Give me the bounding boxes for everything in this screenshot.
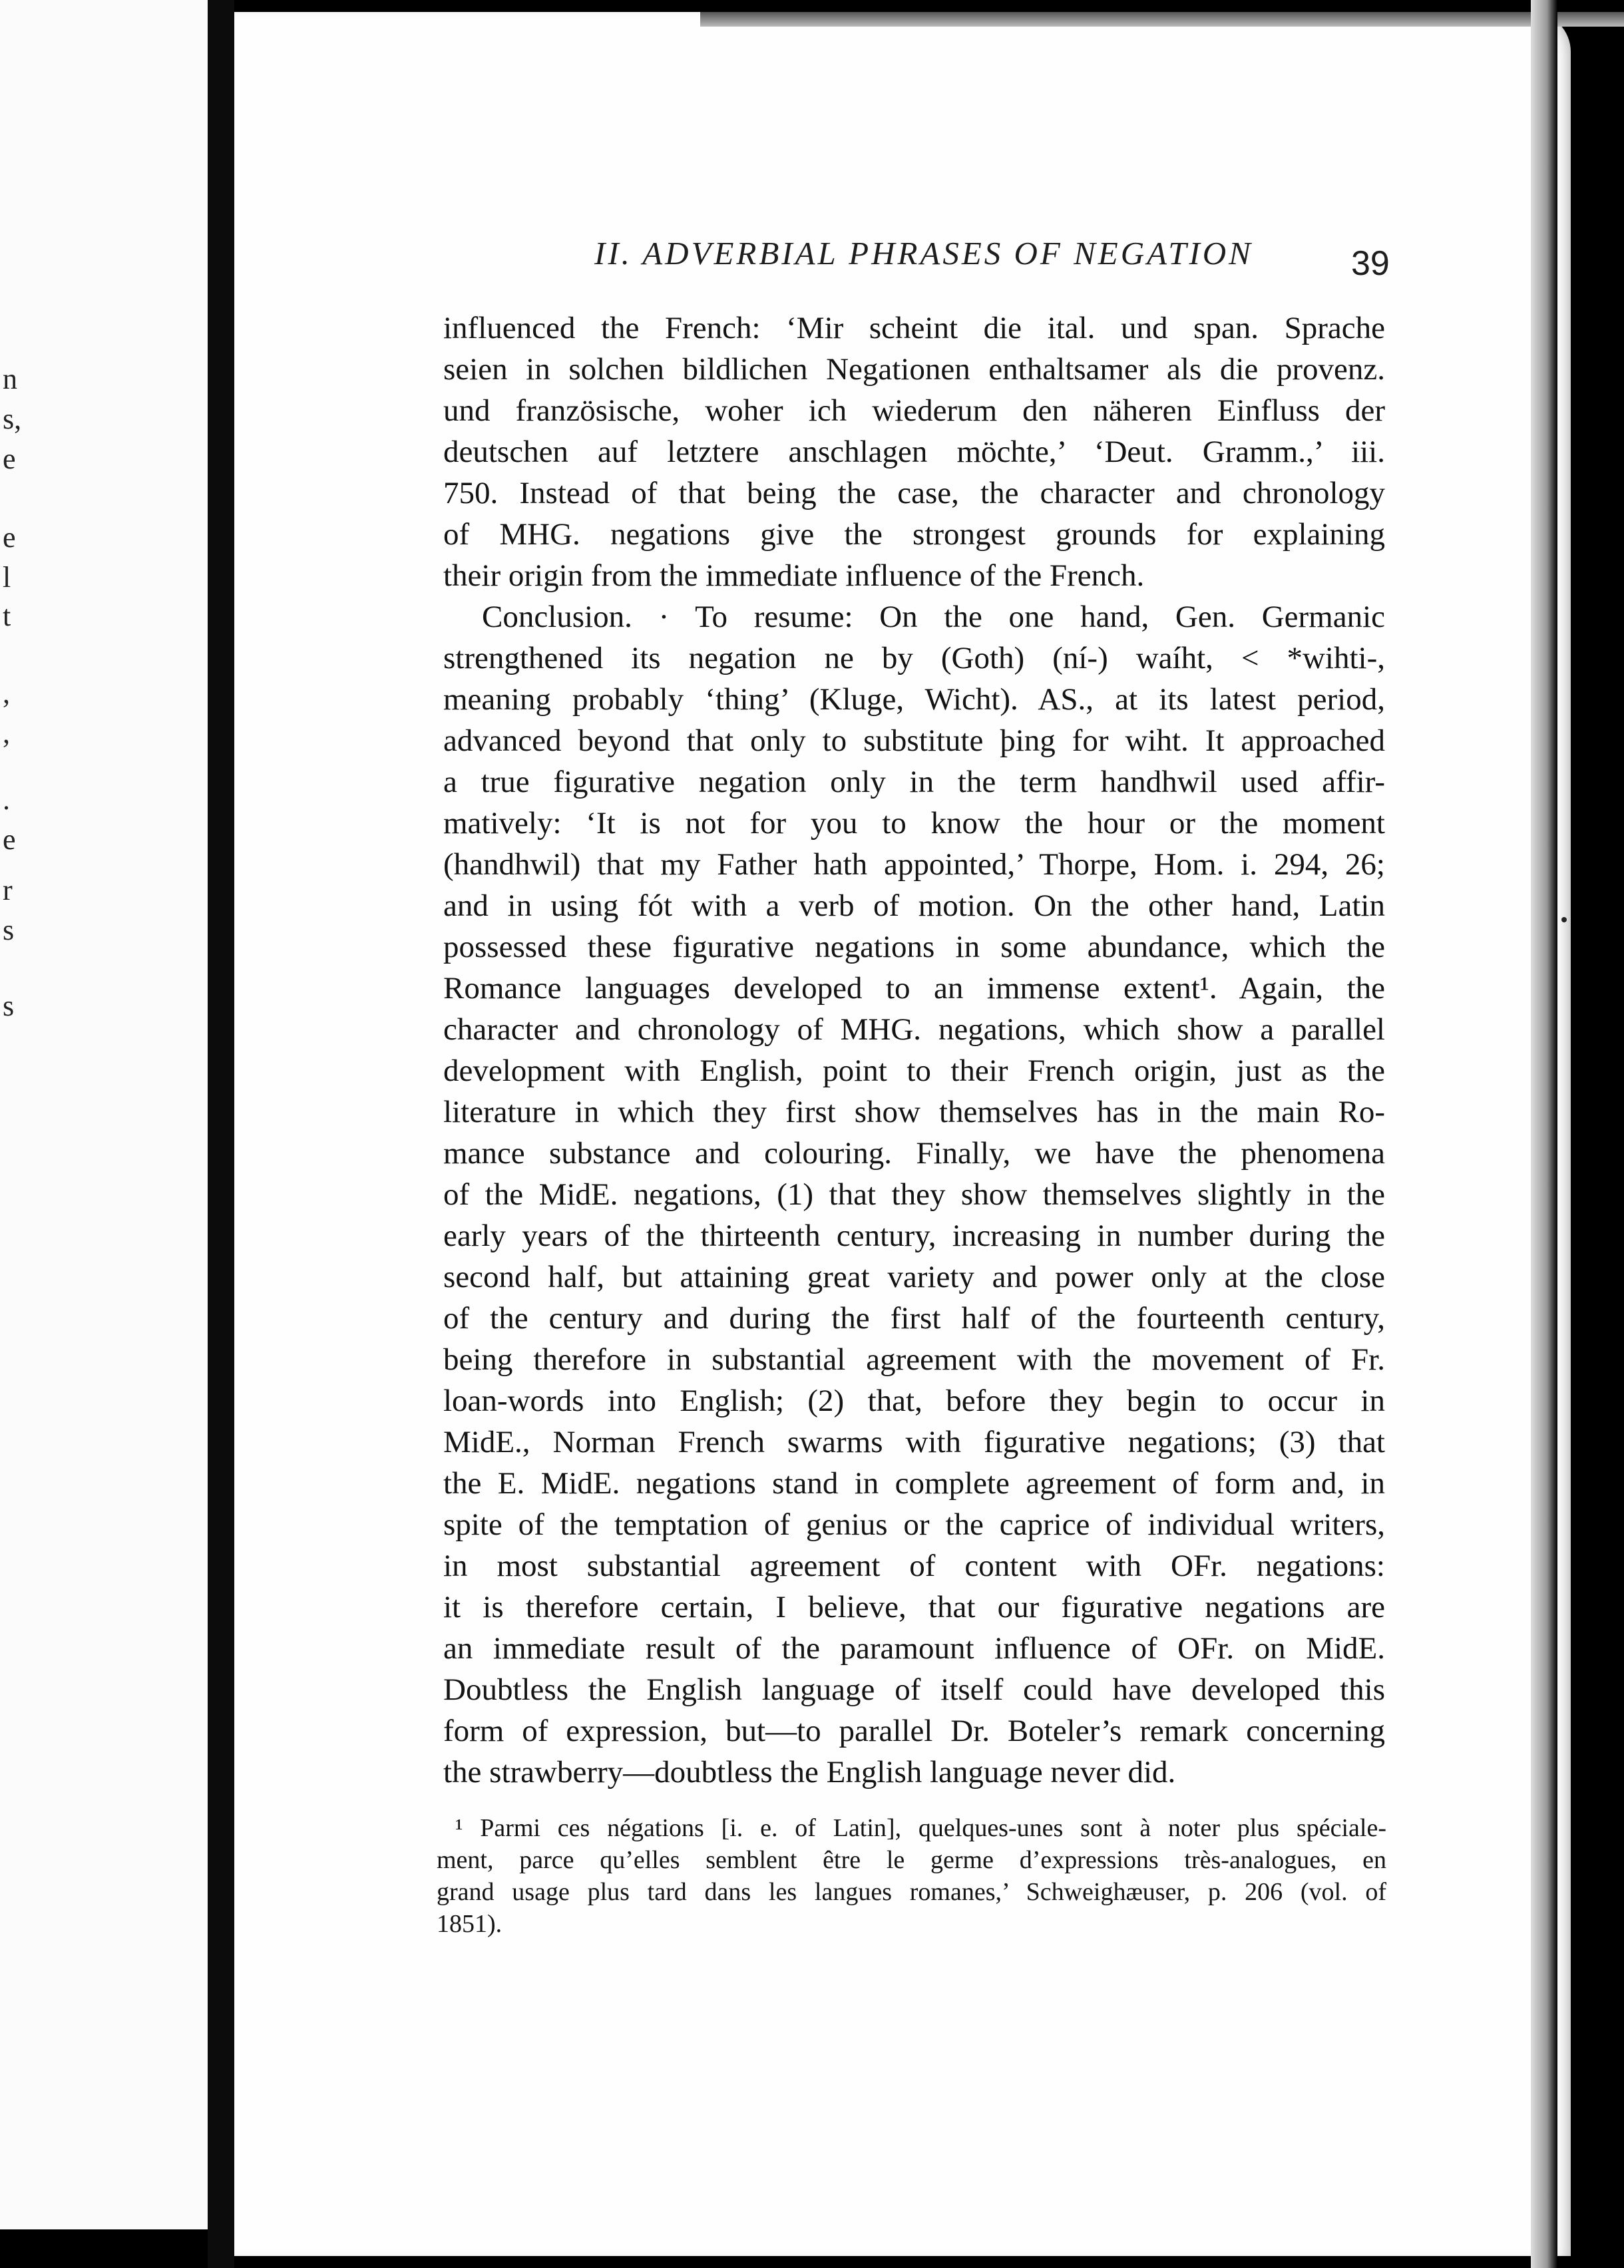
text-line: in most substantial agreement of content with OFr. negations: — [443, 1549, 1385, 1583]
text-line: strengthened its negation ne by (Goth) (ní-) waíht, < *wihti-, — [443, 641, 1385, 675]
text-line: influenced the French: ‘Mir scheint die ital. und span. Sprache — [443, 311, 1385, 345]
text-line: development with English, point to their French origin, just as the — [443, 1053, 1385, 1088]
text-line: MidE., Norman French swarms with figurative negations; (3) that — [443, 1425, 1385, 1459]
text-line: their origin from the immediate influence of the French. — [443, 558, 1145, 593]
page-number: 39 — [1351, 244, 1390, 283]
footnote-line: ¹ Parmi ces négations [i. e. of Latin], quelques-unes sont à noter plus spéciale- — [455, 1814, 1386, 1842]
footnote-line: 1851). — [437, 1910, 503, 1938]
margin-fragment: e — [3, 443, 16, 475]
text-line: Romance languages developed to an immense extent¹. Again, the — [443, 971, 1385, 1006]
page-top-edge — [700, 12, 1624, 27]
text-line: deutschen auf letztere anschlagen möchte,’ ‘Deut. Gramm.,’ iii. — [443, 435, 1385, 469]
text-line: the E. MidE. negations stand in complete agreement of form and, in — [443, 1466, 1385, 1501]
margin-fragment: r — [3, 874, 13, 906]
text-line: early years of the thirteenth century, increasing in number during the — [443, 1219, 1385, 1253]
text-line: meaning probably ‘thing’ (Kluge, Wicht). AS., at its latest period, — [443, 682, 1385, 717]
text-line: an immediate result of the paramount influence of OFr. on MidE. — [443, 1631, 1385, 1666]
margin-fragment: , — [3, 677, 10, 709]
text-line: character and chronology of MHG. negations, which show a parallel — [443, 1012, 1385, 1047]
text-line: 750. Instead of that being the case, the character and chronology — [443, 476, 1385, 510]
text-line: the strawberry—doubtless the English language never did. — [443, 1755, 1176, 1790]
margin-fragment: e — [3, 521, 16, 554]
text-line: spite of the temptation of genius or the caprice of individual writers, — [443, 1507, 1385, 1542]
text-line: Conclusion. · To resume: On the one hand, Gen. Germanic — [482, 600, 1385, 634]
margin-fragment: s — [3, 990, 15, 1022]
text-line: loan-words into English; (2) that, before they begin to occur in — [443, 1384, 1385, 1418]
text-line: (handhwil) that my Father hath appointed,’ Thorpe, Hom. i. 294, 26; — [443, 847, 1385, 882]
text-line: literature in which they first show themselves has in the main Ro- — [443, 1095, 1385, 1129]
text-line: second half, but attaining great variety and power only at the close — [443, 1260, 1385, 1294]
text-line: possessed these figurative negations in some abundance, which the — [443, 930, 1385, 964]
footnote-line: ment, parce qu’elles semblent être le germe d’expressions très-analogues, en — [437, 1846, 1386, 1874]
text-line: and in using fót with a verb of motion. On the other hand, Latin — [443, 888, 1385, 923]
previous-page-edge — [0, 0, 208, 2229]
text-line: a true figurative negation only in the term handhwil used affir- — [443, 765, 1385, 799]
text-line: of the century and during the first half of the fourteenth century, — [443, 1301, 1385, 1336]
body-text — [443, 313, 1385, 1817]
scan-speck — [1561, 917, 1567, 922]
text-line: being therefore in substantial agreement with the movement of Fr. — [443, 1342, 1385, 1377]
page-stack-edge — [1531, 0, 1557, 2268]
text-line: seien in solchen bildlichen Negationen enthaltsamer als die provenz. — [443, 352, 1385, 387]
text-line: und französische, woher ich wiederum den näheren Einfluss der — [443, 393, 1385, 428]
margin-fragment: s — [3, 914, 15, 946]
margin-fragment: l — [3, 561, 11, 594]
text-line: advanced beyond that only to substitute þing for wiht. It approached — [443, 723, 1385, 758]
text-line: mance substance and colouring. Finally, we have the phenomena — [443, 1136, 1385, 1171]
running-head: II. ADVERBIAL PHRASES OF NEGATION — [594, 235, 1253, 272]
book-gutter — [208, 0, 234, 2268]
margin-fragment: t — [3, 600, 11, 632]
text-line: form of expression, but—to parallel Dr. Boteler’s remark concerning — [443, 1714, 1385, 1748]
text-line: matively: ‘It is not for you to know the hour or the moment — [443, 806, 1385, 841]
margin-fragment: . — [3, 783, 10, 816]
text-line: Doubtless the English language of itself could have developed this — [443, 1672, 1385, 1707]
margin-fragment: s, — [3, 403, 22, 435]
margin-fragment: , — [3, 717, 10, 749]
margin-fragment: n — [3, 363, 17, 395]
text-line: it is therefore certain, I believe, that our figurative negations are — [443, 1590, 1385, 1624]
text-line: of MHG. negations give the strongest grounds for explaining — [443, 517, 1385, 552]
footnote-line: grand usage plus tard dans les langues romanes,’ Schweighæuser, p. 206 (vol. of — [437, 1878, 1386, 1906]
text-line: of the MidE. negations, (1) that they show themselves slightly in the — [443, 1177, 1385, 1212]
margin-fragment: e — [3, 823, 16, 856]
footnote — [437, 1815, 1386, 1942]
